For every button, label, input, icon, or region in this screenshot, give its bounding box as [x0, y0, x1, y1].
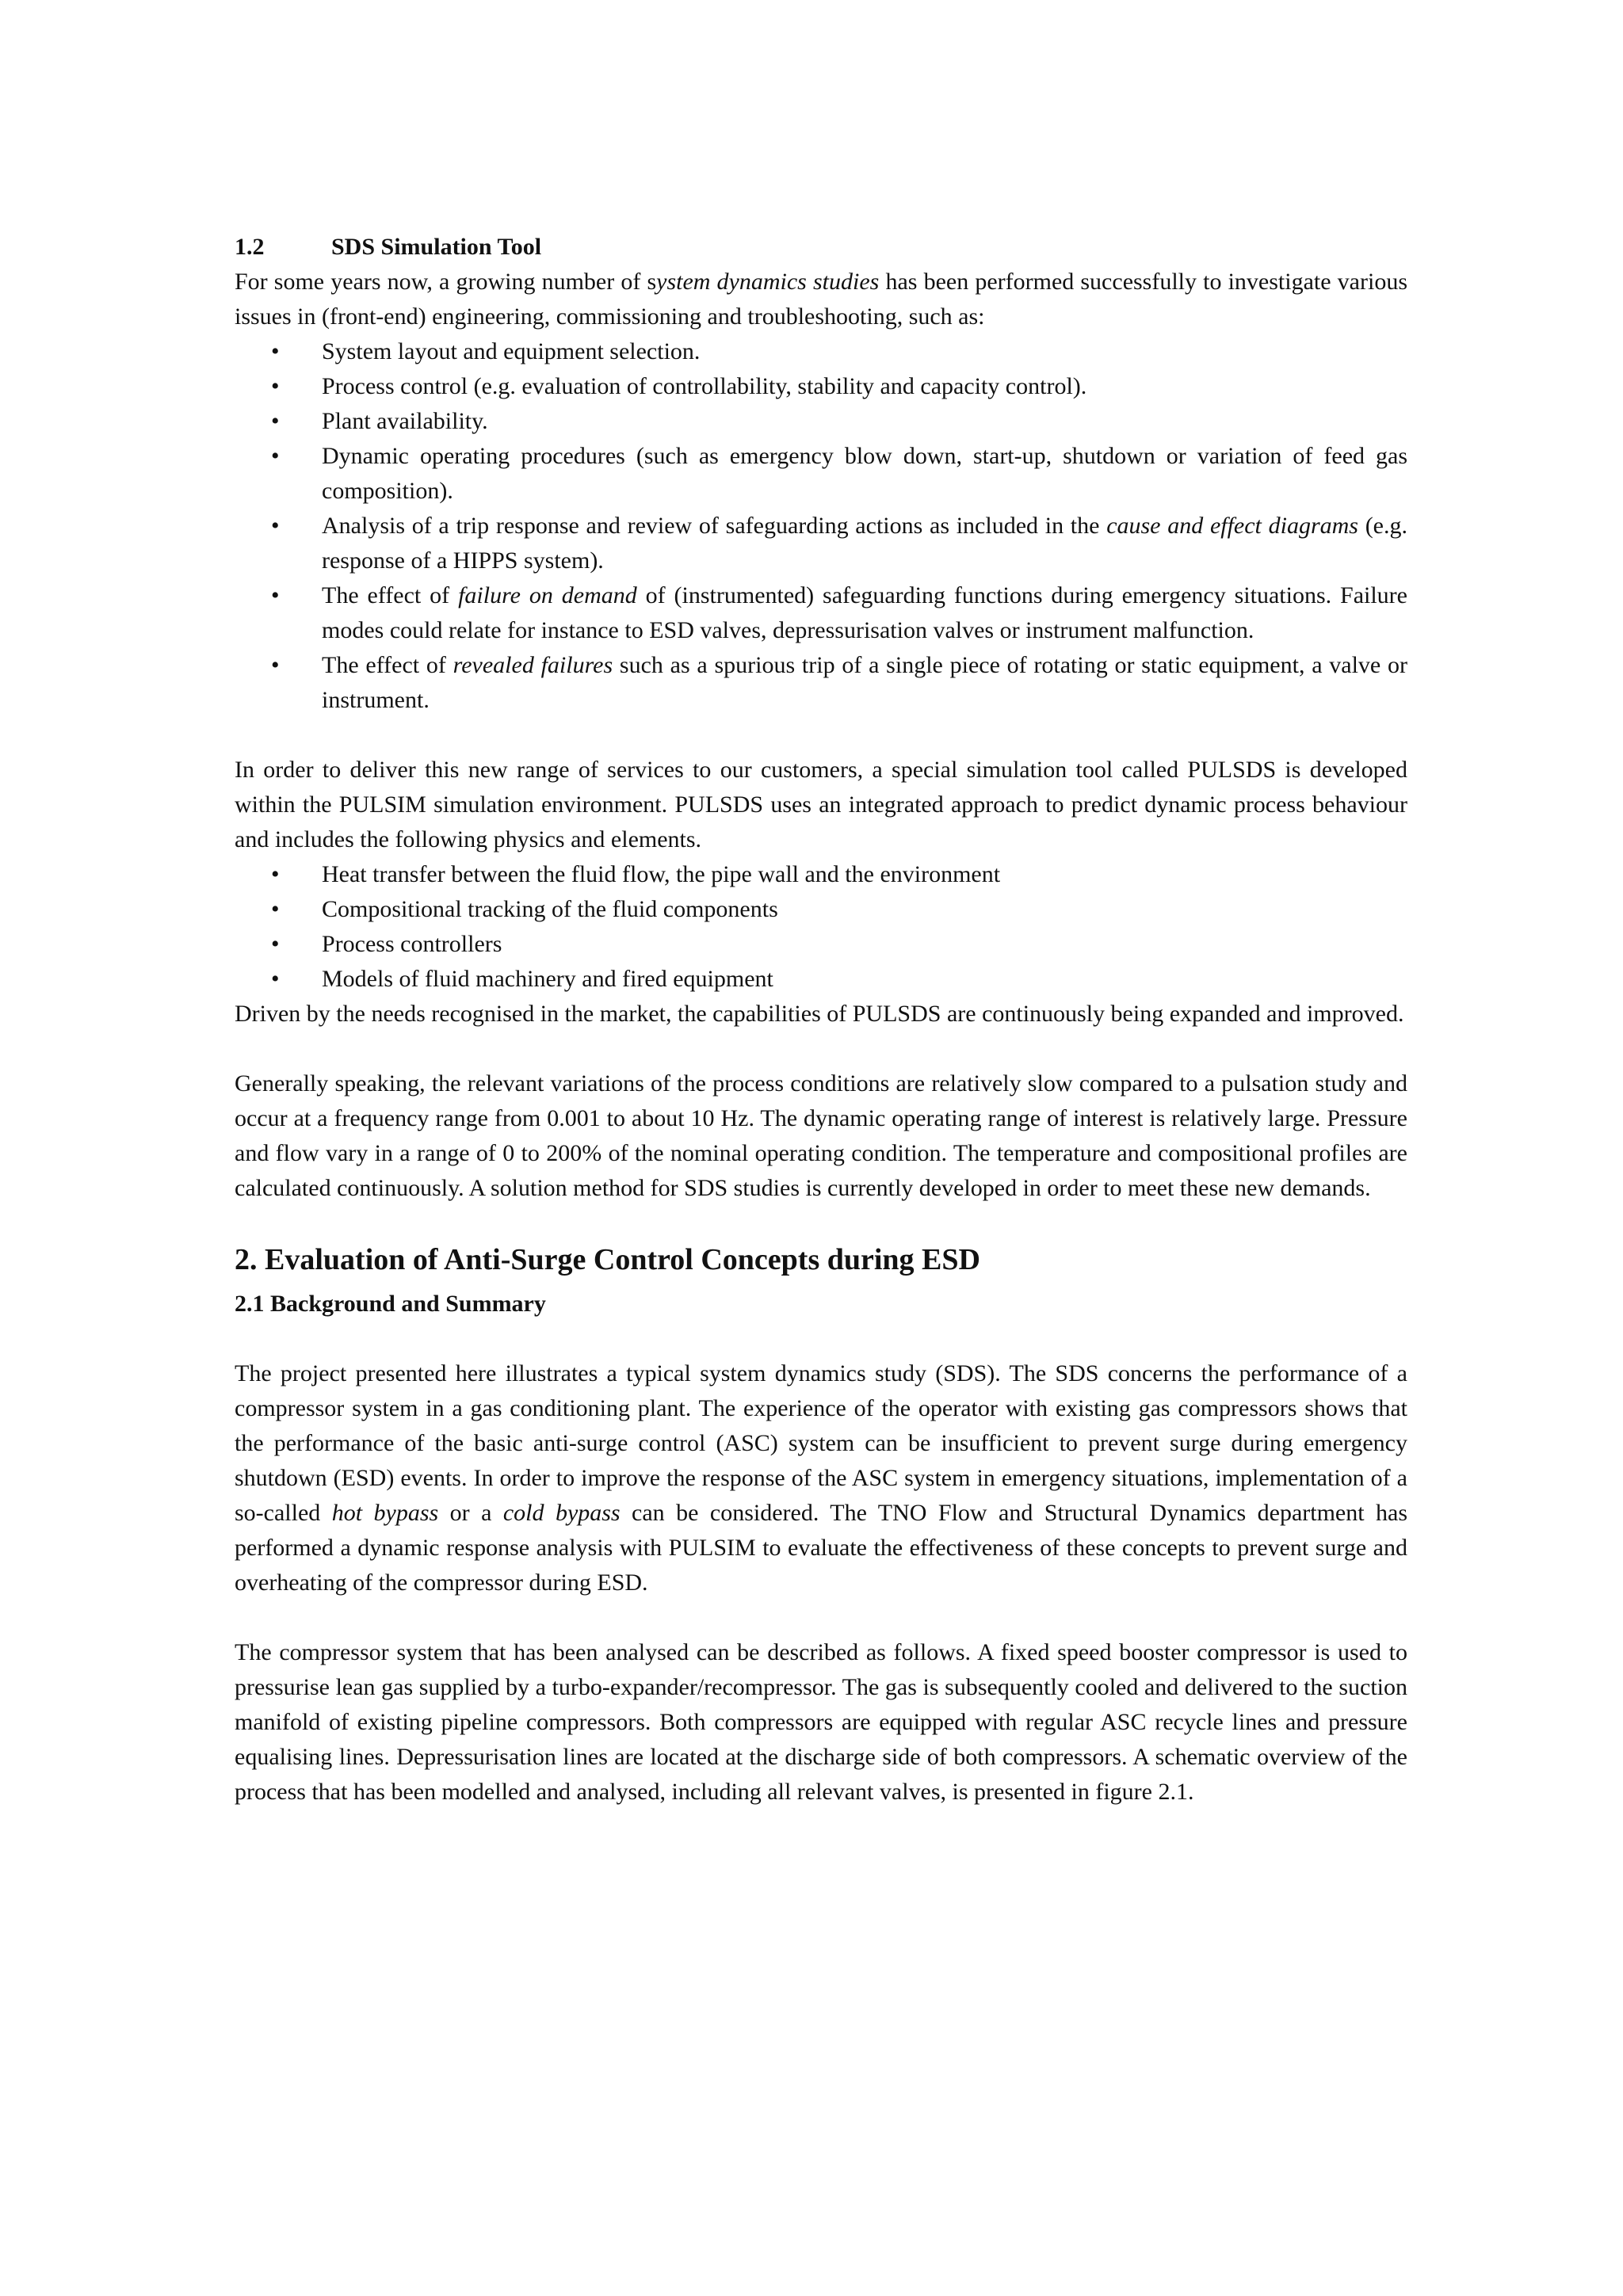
list-item: • Models of fluid machinery and fired equipment: [235, 962, 1407, 997]
spacer: [235, 718, 1407, 753]
bullet-icon: •: [271, 513, 280, 539]
bullet-icon: •: [271, 861, 280, 887]
list-item: • Plant availability.: [235, 404, 1407, 439]
background-paragraph: The project presented here illustrates a typical system dynamics study (SDS). The SDS concerns the performance of a compressor system in a gas conditioning plant. The experience of the operator with existing gas compressors shows that the performance of the basic anti-surge control (ASC) system can be insufficient to prevent surge during emergency shutdown (ESD) events. In order to improve the response of the ASC system in emergency situations, implementation of a so-called hot bypass or a cold bypass can be considered. The TNO Flow and Structural Dynamics department has performed a dynamic response analysis with PULSIM to evaluate the effectiveness of these concepts to prevent surge and overheating of the compressor during ESD.: [235, 1360, 1408, 1596]
section-2-1-heading: 2.1 Background and Summary: [235, 1291, 546, 1317]
physics-list: [235, 857, 1407, 997]
compressor-paragraph: The compressor system that has been analysed can be described as follows. A fixed speed booster compressor is used to pressurise lean gas supplied by a turbo-expander/recompressor. The gas is subsequently cooled and delivered to the suction manifold of existing pipeline compressors. Both compressors are equipped with regular ASC recycle lines and pressure equalising lines. Depressurisation lines are located at the discharge side of both compressors. A schematic overview of the process that has been modelled and analysed, including all relevant valves, is presented in figure 2.1.: [235, 1639, 1407, 1805]
list-item: • System layout and equipment selection.: [235, 334, 1407, 369]
bullet-icon: •: [271, 373, 280, 399]
list-item: • Compositional tracking of the fluid components: [235, 892, 1407, 927]
section-title: SDS Simulation Tool: [331, 234, 542, 260]
section-number: 1.2: [235, 234, 265, 260]
bullet-icon: •: [271, 408, 280, 434]
list-item: • Dynamic operating procedures (such as emergency blow down, start-up, shutdown or variation of feed gas composition).: [235, 439, 1407, 509]
section-2-heading: 2. Evaluation of Anti-Surge Control Concepts during ESD: [235, 1243, 980, 1276]
bullet-icon: •: [271, 443, 280, 469]
bullet-icon: •: [271, 931, 280, 957]
document-page: [235, 230, 1407, 1810]
studies-list: [235, 334, 1407, 718]
spacer: [235, 1600, 1407, 1635]
bullet-icon: •: [271, 582, 280, 608]
list-item: • Process controllers: [235, 927, 1407, 962]
market-paragraph: Driven by the needs recognised in the market, the capabilities of PULSDS are continuously being expanded and improved.: [235, 1001, 1404, 1027]
bullet-icon: •: [271, 896, 280, 922]
spacer: [235, 1032, 1407, 1066]
bullet-icon: •: [271, 966, 280, 992]
list-item: • The effect of revealed failures such as a spurious trip of a single piece of rotating or static equipment, a valve or instrument.: [235, 648, 1407, 718]
pulsds-paragraph: In order to deliver this new range of services to our customers, a special simulation tool called PULSDS is developed within the PULSIM simulation environment. PULSDS uses an integrated approach to predict dynamic process behaviour and includes the following physics and elements.: [235, 757, 1407, 852]
section-1-2-heading: [235, 230, 1407, 265]
bullet-icon: •: [271, 652, 280, 678]
list-item: • Analysis of a trip response and review of safeguarding actions as included in the cause and effect diagrams (e.g. response of a HIPPS system).: [235, 509, 1407, 578]
intro-paragraph: For some years now, a growing number of system dynamics studies has been performed successfully to investigate various issues in (front-end) engineering, commissioning and troubleshooting, such as:: [235, 269, 1407, 330]
list-item: • Heat transfer between the fluid flow, the pipe wall and the environment: [235, 857, 1407, 892]
bullet-icon: •: [271, 338, 280, 364]
list-item: • The effect of failure on demand of (instrumented) safeguarding functions during emergency situations. Failure modes could relate for instance to ESD valves, depressurisation valves or instrument malfunction.: [235, 578, 1407, 648]
list-item: • Process control (e.g. evaluation of controllability, stability and capacity control).: [235, 369, 1407, 404]
frequency-paragraph: Generally speaking, the relevant variations of the process conditions are relatively slow compared to a pulsation study and occur at a frequency range from 0.001 to about 10 Hz. The dynamic operating range of interest is relatively large. Pressure and flow vary in a range of 0 to 200% of the nominal operating condition. The temperature and compositional profiles are calculated continuously. A solution method for SDS studies is currently developed in order to meet these new demands.: [235, 1070, 1407, 1201]
